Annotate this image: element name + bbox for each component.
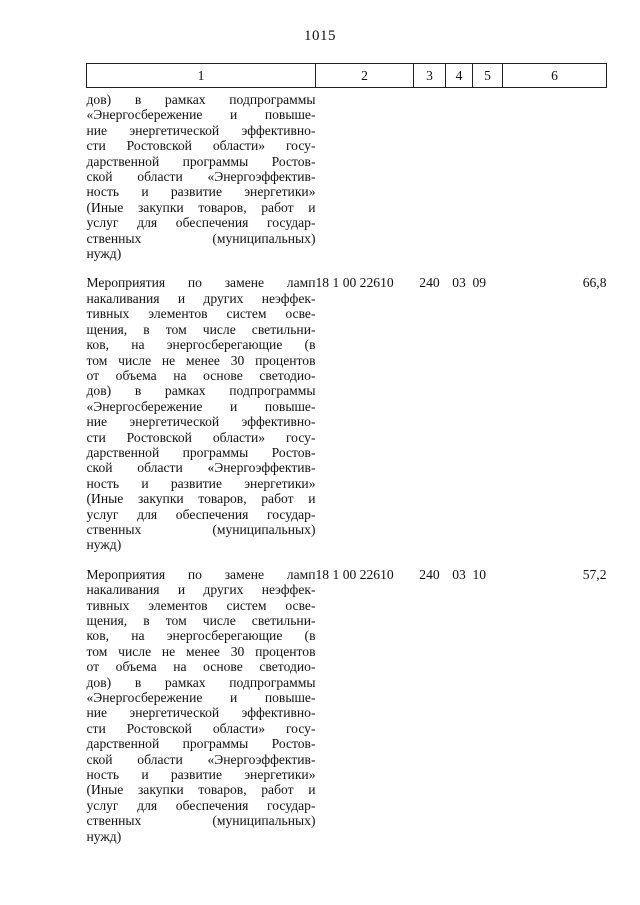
description-line: тивных элементов систем осве- <box>86 306 316 322</box>
description-line: щения, в том числе светильни- <box>86 321 316 337</box>
subsection: 10 <box>472 566 487 582</box>
description-line: Мероприятия по замене ламп <box>86 275 316 291</box>
section: 03 <box>452 275 466 291</box>
description-line: накаливания и других неэффек- <box>86 582 316 598</box>
header-col-6: 6 <box>503 64 607 88</box>
row-spacer-cell <box>87 553 607 567</box>
description-line: (Иные закупки товаров, работ и <box>86 491 316 507</box>
expense-type <box>414 88 446 262</box>
section <box>446 88 473 262</box>
page-number: 1015 <box>304 28 336 44</box>
description-line: нужд) <box>86 246 122 262</box>
budget-table <box>86 63 607 844</box>
description-line: дарственной программы Ростов- <box>86 736 316 752</box>
table-body <box>87 88 607 845</box>
table-row <box>87 275 607 552</box>
description-line: ственных (муниципальных) <box>86 230 316 246</box>
row-spacer <box>87 553 607 567</box>
row-description <box>87 88 316 262</box>
description-line: ность и развитие энергетики» <box>86 475 316 491</box>
description-line: «Энергосбережение и повыше- <box>86 107 316 123</box>
description-line: «Энергосбережение и повыше- <box>86 398 316 414</box>
description-line: (Иные закупки товаров, работ и <box>86 199 316 215</box>
description-line: том числе не менее 30 процентов <box>86 643 316 659</box>
header-col-4: 4 <box>446 64 473 88</box>
description-line: (Иные закупки товаров, работ и <box>86 782 316 798</box>
description-line: сти Ростовской области» госу- <box>86 138 316 154</box>
description-line: ние энергетической эффективно- <box>86 414 316 430</box>
description-line: от объема на основе светодио- <box>86 367 316 383</box>
description-line: щения, в том числе светильни- <box>86 613 316 628</box>
header-col-3: 3 <box>414 64 446 88</box>
description-line: дов) в рамках подпрограммы <box>86 383 316 399</box>
row-spacer-cell <box>87 261 607 275</box>
description-line: нужд) <box>86 537 122 553</box>
description-line: тивных элементов систем осве- <box>86 597 316 613</box>
description-line: услуг для обеспечения государ- <box>86 797 316 813</box>
description-line: дарственной программы Ростов- <box>86 444 316 460</box>
table-row <box>87 567 607 844</box>
table-header-row <box>87 64 607 88</box>
target-code: 18 1 00 22610 <box>315 566 394 582</box>
description-line: накаливания и других неэффек- <box>86 290 316 306</box>
target-code <box>316 88 414 262</box>
description-line: ской области «Энергоэффектив- <box>86 169 316 185</box>
description-line: «Энергосбережение и повыше- <box>86 690 316 706</box>
description-line: нужд) <box>86 828 122 844</box>
description-line: ность и развитие энергетики» <box>86 767 316 783</box>
description-line: ние энергетической эффективно- <box>86 705 316 721</box>
expense-type: 240 <box>419 275 440 291</box>
header-col-2: 2 <box>316 64 414 88</box>
amount <box>503 88 607 262</box>
subsection <box>473 88 503 262</box>
description-line: ние энергетической эффективно- <box>86 122 316 138</box>
row-spacer <box>87 261 607 275</box>
description-line: услуг для обеспечения государ- <box>86 215 316 231</box>
description-line: сти Ростовской области» госу- <box>86 720 316 736</box>
header-col-5: 5 <box>473 64 503 88</box>
amount: 57,2 <box>582 566 607 582</box>
header-col-1: 1 <box>87 64 316 88</box>
description-line: ков, на энергосберегающие (в <box>86 628 316 644</box>
subsection: 09 <box>472 275 487 291</box>
description-line: том числе не менее 30 процентов <box>86 352 316 368</box>
description-line: дов) в рамках подпрограммы <box>86 674 316 690</box>
description-line: ственных (муниципальных) <box>86 813 316 829</box>
description-line: ской области «Энергоэффектив- <box>86 460 316 476</box>
description-line: от объема на основе светодио- <box>86 659 316 675</box>
description-line: ков, на энергосберегающие (в <box>86 337 316 353</box>
description-line: ской области «Энергоэффектив- <box>86 751 316 767</box>
row-description <box>87 275 316 552</box>
amount: 66,8 <box>582 275 607 291</box>
row-description <box>87 567 316 844</box>
description-line: дарственной программы Ростов- <box>86 153 316 169</box>
table-row <box>87 88 607 262</box>
expense-type: 240 <box>419 566 440 582</box>
description-line: дов) в рамках подпрограммы <box>86 92 316 107</box>
description-line: ственных (муниципальных) <box>86 521 316 537</box>
description-line: Мероприятия по замене ламп <box>86 566 316 582</box>
description-line: услуг для обеспечения государ- <box>86 506 316 522</box>
section: 03 <box>452 566 466 582</box>
description-line: ность и развитие энергетики» <box>86 184 316 200</box>
description-line: сти Ростовской области» госу- <box>86 429 316 445</box>
target-code: 18 1 00 22610 <box>315 275 394 291</box>
